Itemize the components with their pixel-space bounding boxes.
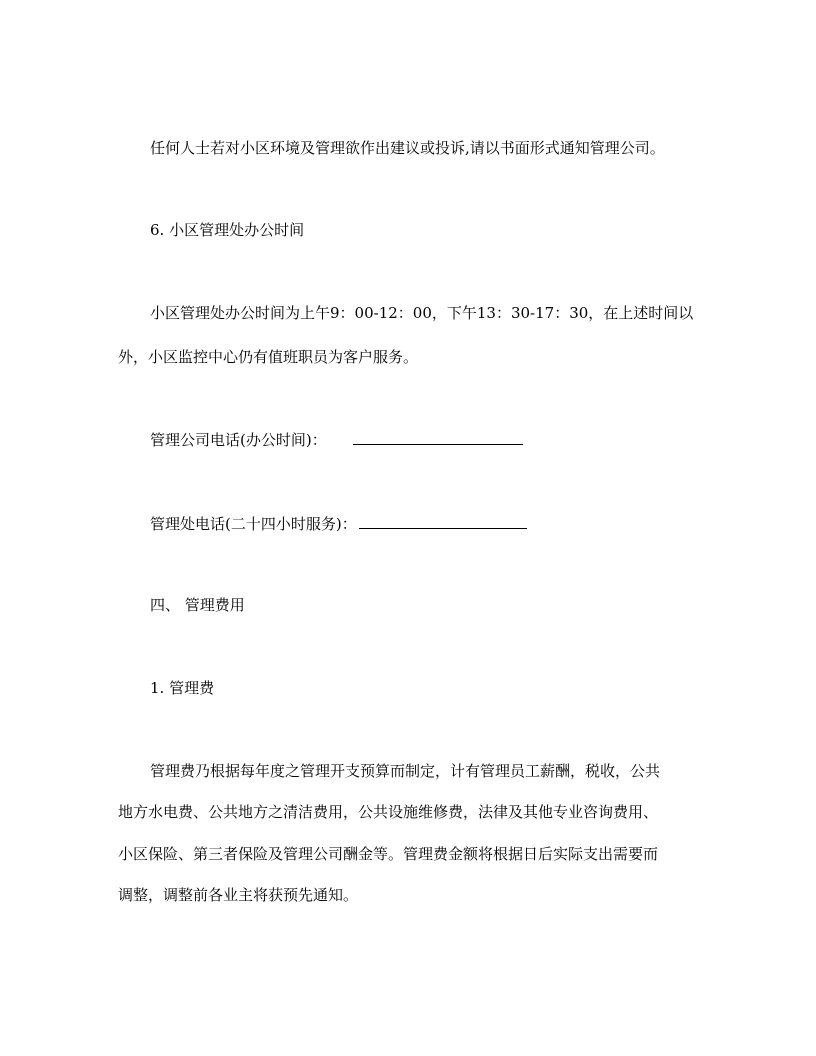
heading-office-hours: 6. 小区管理处办公时间 bbox=[150, 221, 305, 239]
paragraph-fee-line-4: 调整，调整前各业主将获预先通知。 bbox=[118, 886, 359, 904]
phone-24h-label: 管理处电话(二十四小时服务)： bbox=[150, 515, 357, 533]
phone-office-row bbox=[150, 428, 523, 450]
phone-24h-row bbox=[150, 512, 527, 534]
phone-24h-blank bbox=[359, 512, 527, 529]
section-heading-management-fees: 四、 管理费用 bbox=[150, 596, 245, 614]
paragraph-suggestions: 任何人士若对小区环境及管理欲作出建议或投诉,请以书面形式通知管理公司。 bbox=[150, 139, 665, 157]
paragraph-fee-line-1: 管理费乃根据每年度之管理开支预算而制定，计有管理员工薪酬，税收，公共 bbox=[150, 762, 661, 780]
paragraph-fee-line-2: 地方水电费、公共地方之清洁费用，公共设施维修费，法律及其他专业咨询费用、 bbox=[118, 803, 659, 821]
phone-office-blank bbox=[353, 428, 523, 445]
heading-management-fee: 1. 管理费 bbox=[150, 679, 215, 697]
paragraph-office-hours-line-1: 小区管理处办公时间为上午9：00-12：00，下午13：30-17：30，在上述时间以 bbox=[150, 304, 694, 322]
paragraph-office-hours-line-2: 外，小区监控中心仍有值班职员为客户服务。 bbox=[118, 348, 419, 366]
phone-office-label: 管理公司电话(办公时间)： bbox=[150, 431, 327, 449]
paragraph-fee-line-3: 小区保险、第三者保险及管理公司酬金等。管理费金额将根据日后实际支出需要而 bbox=[118, 845, 659, 863]
